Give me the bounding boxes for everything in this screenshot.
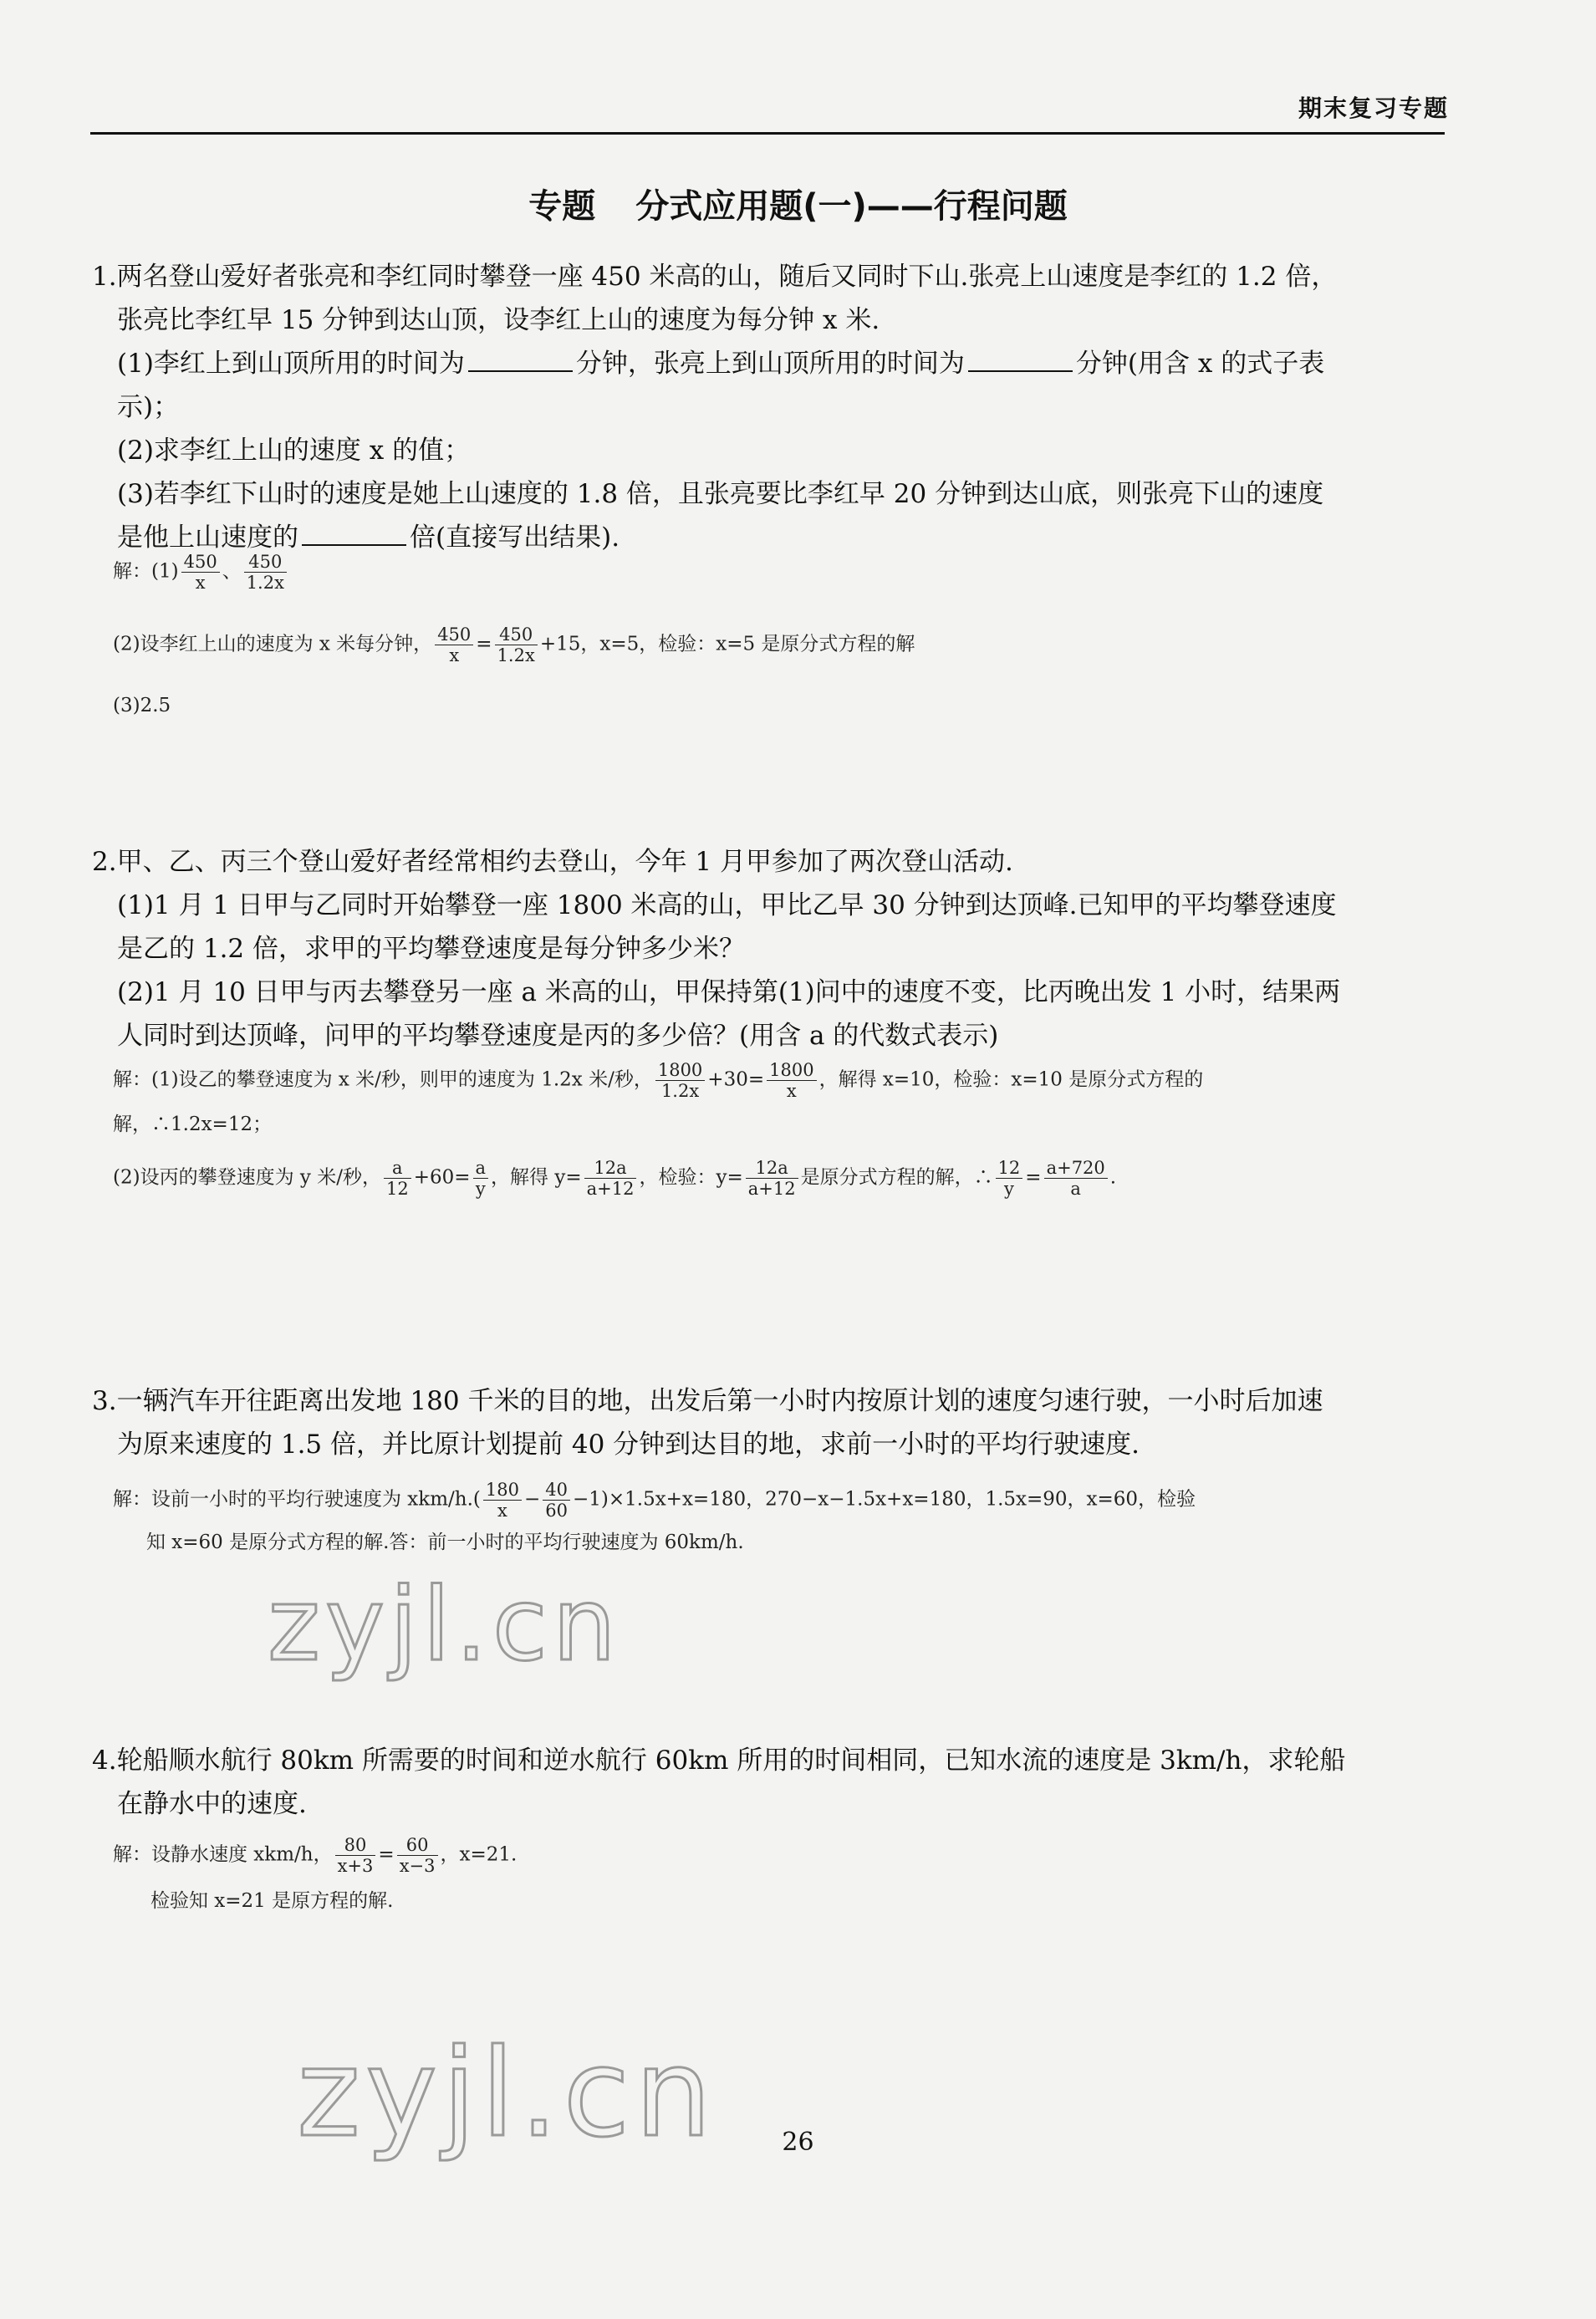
page-number: 26 [782, 2128, 814, 2157]
q2-part2-line1: (2)1 月 10 日甲与丙去攀登另一座 a 米高的山，甲保持第(1)问中的速度不变，比丙晚出发 1 小时，结果两 [117, 977, 1341, 1007]
q1-stem-line2: 张亮比李红早 15 分钟到达山顶，设李红上山的速度为每分钟 x 米. [117, 305, 880, 335]
fraction: $\frac{450}{1.2x}$ [244, 552, 287, 593]
a2-line1-cont: 解，∴1.2x=12； [113, 1114, 273, 1135]
q1-part1-cont: 示)； [117, 392, 180, 422]
q1-part1-text-b: 分钟，张亮上到山顶所用的时间为 [575, 349, 965, 379]
fraction: $\frac{a+720}{a}$ [1044, 1158, 1108, 1199]
answer-blank [468, 345, 573, 372]
fraction: $\frac{1800}{x}$ [767, 1060, 816, 1101]
q2-part2-line2: 人同时到达顶峰，问甲的平均攀登速度是丙的多少倍？(用含 a 的代数式表示) [117, 1021, 999, 1051]
fraction: $\frac{450}{x}$ [435, 624, 473, 665]
a3-line1: 解：设前一小时的平均行驶速度为 xkm/h.( $\frac{180}{x}$ − $\frac{40}{60}$ −1)×1.5x+x=180，270−x−1.5x+x=180，1.5x=90，x=60，检验 [113, 1480, 1196, 1521]
a1-line3: (3)2.5 [113, 695, 171, 716]
question-4 [92, 1739, 1455, 1826]
watermark-logo: zyjl.cn [297, 2023, 717, 2164]
a2-line1: 解：(1)设乙的攀登速度为 x 米/秒，则甲的速度为 1.2x 米/秒， $\frac{1800}{1.2x}$ +30= $\frac{1800}{x}$ ，解得 x=10，检验：x=10 是原分式方程的 [113, 1060, 1204, 1101]
fraction: $\frac{12a}{a+12}$ [746, 1158, 798, 1199]
answer-4 [113, 1835, 1451, 1916]
header-rule [90, 132, 1445, 135]
q2-part1-line1: (1)1 月 1 日甲与乙同时开始攀登一座 1800 米高的山，甲比乙早 30 分钟到达顶峰.已知甲的平均攀登速度 [117, 890, 1337, 920]
a1-line2: (2)设李红上山的速度为 x 米每分钟， $\frac{450}{x}$ = $\frac{450}{1.2x}$ +15，x=5，检验：x=5 是原分式方程的解 [113, 624, 915, 665]
question-1 [92, 255, 1455, 559]
question-2 [92, 840, 1455, 1058]
fraction: $\frac{12a}{a+12}$ [584, 1158, 637, 1199]
a4-line1: 解：设静水速度 xkm/h， $\frac{80}{x+3}$ = $\frac{60}{x-3}$ ，x=21. [113, 1835, 518, 1876]
answer-blank [302, 519, 406, 546]
q1-part1 [92, 342, 1455, 385]
a2-line2: (2)设丙的攀登速度为 y 米/秒， $\frac{a}{12}$ +60= $\frac{a}{y}$ ，解得 y= $\frac{12a}{a+12}$ ，检验：y= $\frac{12a}{a+12}$ 是原分式方程的解，∴ $\frac{12}{y}$ = $\frac{a+720}{a}$ . [113, 1158, 1117, 1199]
q4-line1: 4.轮船顺水航行 80km 所需要的时间和逆水航行 60km 所用的时间相同，已知水流的速度是 3km/h，求轮船 [92, 1746, 1346, 1776]
fraction: $\frac{450}{x}$ [181, 552, 220, 593]
fraction: $\frac{12}{y}$ [996, 1158, 1023, 1199]
question-3 [92, 1379, 1455, 1466]
watermark-logo: zyjl.cn [268, 1567, 621, 1684]
header-label: 期末复习专题 [1298, 94, 1449, 122]
fraction: $\frac{180}{x}$ [483, 1480, 522, 1521]
q1-part3-text-b: 倍(直接写出结果). [410, 522, 620, 553]
q1-part2: (2)求李红上山的速度 x 的值； [117, 436, 471, 466]
q2-part1-line2: 是乙的 1.2 倍，求甲的平均攀登速度是每分钟多少米？ [117, 934, 746, 964]
fraction: $\frac{40}{60}$ [543, 1480, 570, 1521]
fraction: $\frac{450}{1.2x}$ [495, 624, 538, 665]
a3-line2: 知 x=60 是原分式方程的解.答：前一小时的平均行驶速度为 60km/h. [146, 1532, 744, 1553]
fraction: $\frac{a}{12}$ [384, 1158, 411, 1199]
fraction: $\frac{80}{x+3}$ [335, 1835, 376, 1876]
q3-line2: 为原来速度的 1.5 倍，并比原计划提前 40 分钟到达目的地，求前一小时的平均行驶速度. [117, 1430, 1140, 1460]
answer-2 [113, 1060, 1451, 1199]
q2-stem: 2.甲、乙、丙三个登山爱好者经常相约去登山，今年 1 月甲参加了两次登山活动. [92, 847, 1013, 877]
q1-part3-line1: (3)若李红下山时的速度是她上山速度的 1.8 倍，且张亮要比李红早 20 分钟到达山底，则张亮下山的速度 [117, 479, 1324, 509]
a1-line1: 解：(1) $\frac{450}{x}$ 、 $\frac{450}{1.2x}$ [113, 552, 1451, 593]
q1-part1-text-a: (1)李红上到山顶所用的时间为 [117, 349, 465, 379]
page-title [0, 180, 1596, 227]
title-left: 专题 [528, 187, 596, 226]
answer-3 [113, 1480, 1451, 1557]
fraction: $\frac{a}{y}$ [473, 1158, 489, 1199]
q3-line1: 3.一辆汽车开往距离出发地 180 千米的目的地，出发后第一小时内按原计划的速度匀速行驶，一小时后加速 [92, 1386, 1323, 1416]
answer-1 [113, 552, 1451, 721]
fraction: $\frac{60}{x-3}$ [397, 1835, 438, 1876]
fraction: $\frac{1800}{1.2x}$ [655, 1060, 705, 1101]
title-right: 分式应用题(一)——行程问题 [635, 187, 1068, 226]
q4-line2: 在静水中的速度. [117, 1789, 307, 1819]
answer-blank [968, 345, 1073, 372]
a4-line2: 检验知 x=21 是原方程的解. [150, 1890, 394, 1912]
q1-stem-line1: 1.两名登山爱好者张亮和李红同时攀登一座 450 米高的山，随后又同时下山.张亮上山速度是李红的 1.2 倍， [92, 262, 1338, 292]
q1-part3-text-a: 是他上山速度的 [117, 522, 298, 553]
a1-prefix: 解：(1) [113, 560, 179, 583]
q1-part1-text-c: 分钟(用含 x 的式子表 [1075, 349, 1325, 379]
